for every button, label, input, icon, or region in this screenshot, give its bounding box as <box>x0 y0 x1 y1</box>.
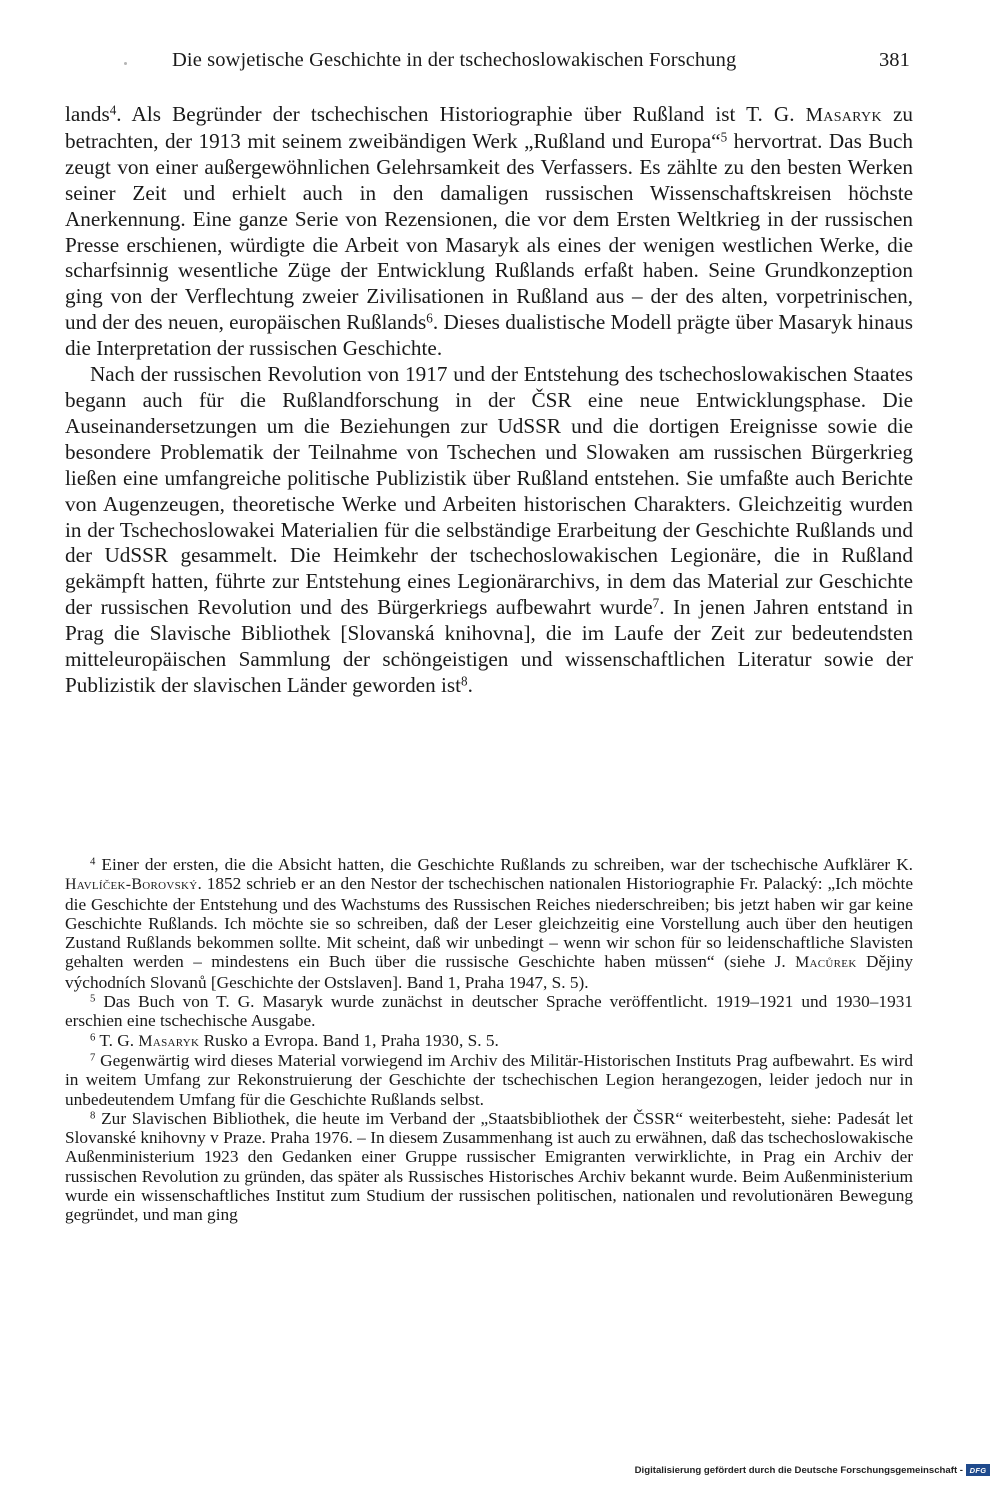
text-run: Nach der russischen Revolution von 1917 und der Entstehung des tschechoslowakischen Staates begann auch für die Rußlandforschung in der ČSR eine neue Entwicklungsphase. Die Auseinandersetzungen um die Beziehungen zur UdSSR und die dortigen Ereignisse sowie die besondere Problematik der Teilnahme von Tschechen und Slowaken am russischen Bürgerkrieg ließen eine umfangreiche politische Publizistik über Rußland entstehen. Sie umfaßte auch Berichte von Augenzeugen, theoretische Werke und Arbeiten historischen Charakters. Gleichzeitig wurden in der Tschechoslowakei Materialien für die selbständige Erarbeitung der Geschichte Rußlands und der UdSSR gesammelt. Die Heimkehr der tschechoslowakischen Legionäre, die in Rußland gekämpft hatten, führte zur Entstehung eines Legionärarchivs, in dem das Material zur Geschichte der russischen Revolution und des Bürgerkriegs aufbewahrt wurde <box>65 362 913 620</box>
paragraph-2 <box>65 362 913 699</box>
footnotes <box>65 855 913 1225</box>
author-name: Macůrek <box>795 954 857 972</box>
text-run: zu betrachten, der 1913 mit seinem zweibändigen Werk „Rußland und Europa“ <box>65 102 913 153</box>
text-run: . Als Begründer der tschechischen Historiographie über Rußland ist T. G. <box>116 102 806 126</box>
dfg-logo: DFG <box>966 1464 990 1476</box>
author-name: Masaryk <box>138 1032 200 1050</box>
paragraph-1 <box>65 102 913 362</box>
footnote-ref-8: 8 <box>461 673 468 689</box>
author-name: Havlíček-Borovský <box>65 876 198 894</box>
main-text <box>65 102 913 699</box>
footnote-ref-5: 5 <box>720 129 728 145</box>
author-name-masaryk: Masaryk <box>805 105 882 126</box>
footnote-number: 4 <box>90 855 96 868</box>
text-run: lands <box>65 102 110 126</box>
digitization-text: Digitalisierung gefördert durch die Deutsche Forschungsgemeinschaft - <box>634 1464 963 1476</box>
footnote-7 <box>65 1051 913 1109</box>
footnote-6 <box>65 1031 913 1051</box>
text-run: Zur Slavischen Bibliothek, die heute im Verband der „Staatsbibliothek der ČSSR“ weiterbesteht, siehe: Padesát let Slovanské knihovny v Praze. Praha 1976. – In diesem Zusammenhang ist auch zu erwähnen, daß das tschechoslowakische Außenministerium 1923 den Gedanken einer Gruppe russischer Emigranten verwirklichte, in Prag ein Archiv der russischen Revolution zu gründen, das später als Russisches Historisches Archiv bekannt wurde. Beim Außenministerium wurde ein wissenschaftliches Institut zum Studium der russischen politischen, nationalen und revolutionären Bewegung gegründet, und man ging <box>65 1108 913 1225</box>
text-run: . 1852 schrieb er an den Nestor der tschechischen nationalen Historiographie Fr. Palacký: „Ich möchte die Geschichte der Entstehung und des Wachstums des Russischen Reiches niederschreiben; bis jetzt haben wir gar keine Geschichte Rußlands. Ich möchte sie so schreiben, daß der Leser gleichzeitig eine Vorstellung auch über den heutigen Zustand Rußlands bekommen sollte. Mit scheint, daß wir unbedingt – wenn wir schon für so leidenschaftliche Slavisten gehalten werden – mindestens ein Buch über die russische Geschichte haben müssen“ (siehe J. <box>65 874 913 972</box>
text-run: Rusko a Evropa. Band 1, Praha 1930, S. 5. <box>199 1030 499 1050</box>
text-run: . In jenen Jahren entstand in Prag die Slavische Bibliothek [Slovanská knihovna], die im Laufe der Zeit zur bedeutendsten mitteleuropäischen Sammlung der schöngeistigen und wissenschaftlichen Literatur sowie der Publizistik der slavischen Länder geworden ist <box>65 595 913 697</box>
footnote-ref-4: 4 <box>109 102 117 118</box>
text-run: Dějiny východních Slovanů [Geschichte der Ostslaven]. Band 1, Praha 1947, S. 5). <box>65 952 914 992</box>
running-header <box>172 49 910 77</box>
scan-speck <box>124 62 127 65</box>
text-run: T. G. <box>95 1030 139 1050</box>
page-number: 381 <box>878 49 910 71</box>
text-run: Das Buch von T. G. Masaryk wurde zunächst in deutscher Sprache veröffentlicht. 1919–1921 und 1930–1931 erschien eine tschechische Ausgabe. <box>65 992 913 1031</box>
text-run: Gegenwärtig wird dieses Material vorwiegend im Archiv des Militär-Historischen Instituts Prag aufbewahrt. Es wird in weitem Umfang zur Rekonstruierung der Geschichte der tschechischen Legion herangezogen, leider jedoch nur in unbedeutendem Umfang für die Geschichte Rußlands selbst. <box>65 1050 913 1109</box>
running-title: Die sowjetische Geschichte in der tschechoslowakischen Forschung <box>172 49 737 71</box>
footnote-number: 7 <box>90 1051 96 1064</box>
footnote-number: 6 <box>90 1031 96 1044</box>
text-run: . <box>467 672 473 697</box>
footnote-number: 8 <box>90 1109 96 1122</box>
digitization-notice <box>635 1464 990 1476</box>
text-run: Einer der ersten, die die Absicht hatten, die Geschichte Rußlands zu schreiben, war der tschechische Aufklärer K. <box>95 855 913 874</box>
footnote-number: 5 <box>90 992 96 1005</box>
footnote-ref-7: 7 <box>652 595 660 611</box>
footnote-5 <box>65 992 913 1031</box>
text-run: hervortrat. Das Buch zeugt von einer außergewöhnlichen Gelehrsamkeit des Verfassers. Es zählte zu den besten Werken seiner Zeit und erhielt auch in den damaligen russischen Wissenschaftskreisen höchste Anerkennung. Eine ganze Serie von Rezensionen, die vor dem Ersten Weltkrieg in der russischen Presse erschienen, würdigte die Arbeit von Masaryk als eines der wenigen westlichen Werke, die scharfsinnig wesentliche Züge der Entwicklung Rußlands erfaßt haben. Seine Grundkonzeption ging von der Verflechtung zweier Zivilisationen in Rußland aus – der des alten, vorpetrinischen, und der des neuen, europäischen Rußlands <box>65 128 914 335</box>
footnote-ref-6: 6 <box>426 310 433 326</box>
footnote-4 <box>65 855 913 992</box>
footnote-8 <box>65 1109 913 1225</box>
text-run: . Dieses dualistische Modell prägte über Masaryk hinaus die Interpretation der russischen Geschichte. <box>65 310 913 361</box>
